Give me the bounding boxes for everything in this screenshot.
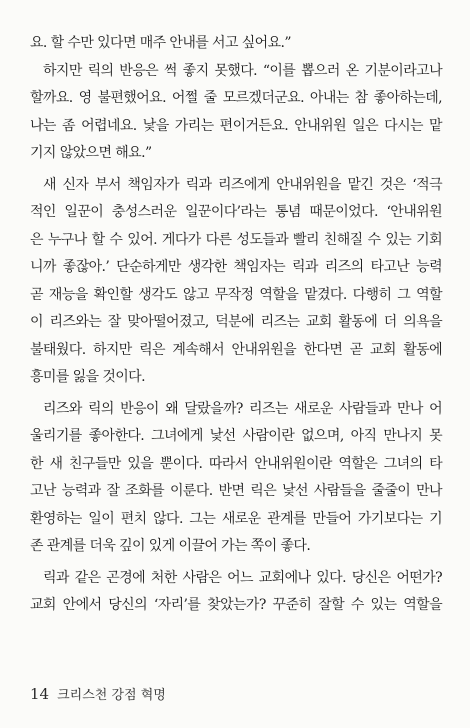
text-line: 존 관계를 더욱 깊이 있게 이끌어 가는 쪽이 좋다. (30, 538, 311, 554)
page-footer (30, 684, 166, 703)
text-line: 기지 않았으면 해요.” (30, 145, 152, 161)
text-line: 환영하는 일이 편치 않다. 그는 새로운 관계를 만들어 가기보다는 기 (30, 510, 442, 527)
text-line: 불태웠다. 하지만 릭은 계속해서 안내위원을 한다면 곧 교회 활동에 (30, 341, 442, 358)
text-line: 교회 안에서 당신의 ‘자리’를 찾았는가? 꾸준히 잘할 수 있는 역할을 (30, 597, 442, 613)
text-line: 곧 재능을 확인할 생각도 않고 무작정 역할을 맡겼다. 다행히 그 역할 (30, 286, 442, 303)
text-line: 울리기를 좋아한다. 그녀에게 낯선 사람이란 없으며, 아직 만나지 못 (30, 428, 442, 444)
text-line: 고난 능력과 잘 조화를 이룬다. 반면 릭은 낯선 사람들을 줄줄이 만나 (30, 483, 442, 499)
body-text (30, 30, 442, 620)
text-line: 니까 좋잖아.’ 단순하게만 생각한 책임자는 릭과 리즈의 타고난 능력 (30, 259, 442, 275)
text-line: 하지만 릭의 반응은 썩 좋지 못했다. “이를 뽑으러 온 기분이라고나 (43, 62, 442, 79)
text-line: 릭과 같은 곤경에 처한 사람은 어느 교회에나 있다. 당신은 어떤가? (43, 569, 442, 586)
text-line: 요. 할 수만 있다면 매주 안내를 서고 싶어요.” (30, 35, 291, 51)
text-line: 할까요. 영 불편했어요. 어쩔 줄 모르겠더군요. 아내는 참 좋아하는데, (30, 90, 442, 106)
text-line: 이 리즈와는 잘 맞아떨어졌고, 덕분에 리즈는 교회 활동에 더 의욕을 (30, 314, 442, 330)
text-line: 은 누구나 할 수 있어. 게다가 다른 성도들과 빨리 친해질 수 있는 기회 (30, 231, 442, 248)
running-title: 크리스천 강점 혁명 (57, 688, 166, 703)
text-line: 리즈와 릭의 반응이 왜 달랐을까? 리즈는 새로운 사람들과 만나 어 (43, 400, 442, 417)
text-line: 나는 좀 어렵네요. 낯을 가리는 편이거든요. 안내위원 일은 다시는 맡 (30, 117, 442, 134)
page-number: 14 (30, 685, 50, 703)
text-line: 흥미를 잃을 것이다. (30, 369, 145, 385)
text-line: 적인 일꾼이 충성스러운 일꾼이다’라는 통념 때문이었다. ‘안내위원 (30, 204, 442, 220)
text-line: 한 새 친구들만 있을 뿐이다. 따라서 안내위원이란 역할은 그녀의 타 (30, 455, 442, 472)
text-line: 새 신자 부서 책임자가 릭과 리즈에게 안내위원을 맡긴 것은 ‘적극 (43, 176, 442, 193)
